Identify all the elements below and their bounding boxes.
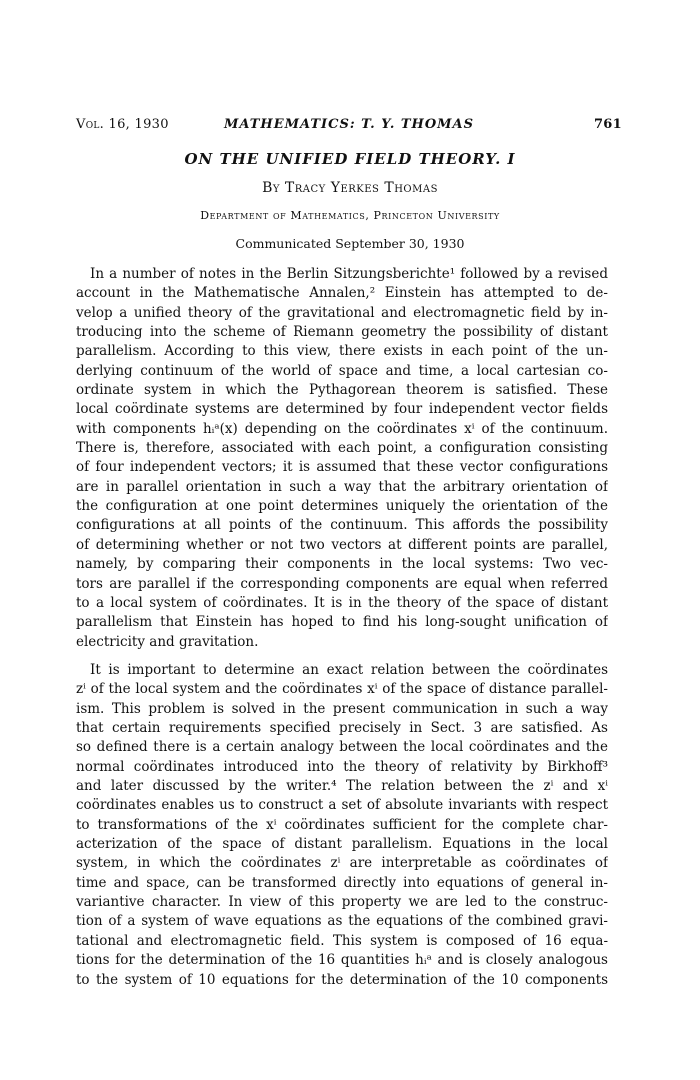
text-line: electricity and gravitation. [76,633,259,650]
text-line: ism. This problem is solved in the present communication in such a way [76,700,608,717]
running-head [76,117,622,137]
text-line: local coördinate systems are determined by four independent vector fields [76,401,608,418]
text-line: of four independent vectors; it is assumed that these vector configurations [76,459,608,476]
text-line: tions for the determination of the 16 quantities hᵢᵃ and is closely analogous [76,952,608,969]
page-number: 761 [593,117,622,132]
text-line: so defined there is a certain analogy between the local coördinates and the [76,739,608,756]
text-line: configurations at all points of the continuum. This affords the possibility [76,517,608,534]
text-line: tational and electromagnetic field. This system is composed of 16 equa- [76,932,608,949]
text-line: coördinates enables us to construct a set of absolute invariants with respect [76,797,608,814]
text-line: with components hᵢᵃ(x) depending on the coördinates xⁱ of the continuum. [76,420,608,437]
text-line: ordinate system in which the Pythagorean theorem is satisfied. These [76,382,608,399]
text-line: velop a unified theory of the gravitational and electromagnetic field by in- [76,304,608,321]
text-line: It is important to determine an exact relation between the coördinates [90,662,608,678]
text-line: time and space, can be transformed directly into equations of general in- [76,874,608,891]
text-line: acterization of the space of distant parallelism. Equations in the local [76,836,608,853]
text-line: the configuration at one point determines uniquely the orientation of the [76,498,608,515]
text-line: are in parallel orientation in such a way that the arbitrary orientation of [76,478,608,495]
text-line: tion of a system of wave equations as the equations of the combined gravi- [76,913,608,930]
text-line: to the system of 10 equations for the determination of the 10 components [76,971,608,988]
communicated-date: Communicated September 30, 1930 [235,236,465,251]
text-line: zⁱ of the local system and the coördinates xⁱ of the space of distance parallel- [76,681,608,698]
text-line: troducing into the scheme of Riemann geometry the possibility of distant [76,324,608,341]
text-line: namely, by comparing their components in the local systems: Two vec- [76,556,608,573]
text-line: In a number of notes in the Berlin Sitzungsberichte¹ followed by a revised [90,266,608,282]
text-line: tors are parallel if the corresponding components are equal when referred [76,575,608,592]
text-line: that certain requirements specified precisely in Sect. 3 are satisfied. As [76,720,608,737]
text-line: parallelism that Einstein has hoped to find his long-sought unification of [76,614,608,631]
paragraph-2 [76,661,608,990]
text-line: There is, therefore, associated with each point, a configuration consisting [76,440,608,457]
text-line: parallelism. According to this view, there exists in each point of the un- [76,343,608,360]
text-line: variantive character. In view of this property we are led to the construc- [76,894,608,911]
article-author: By Tracy Yerkes Thomas [262,180,438,196]
volume-date: Vol. 16, 1930 [76,117,169,132]
text-line: to a local system of coördinates. It is in the theory of the space of distant [76,594,608,611]
text-line: derlying continuum of the world of space and time, a local cartesian co- [76,362,608,379]
author-affiliation: Department of Mathematics, Princeton University [200,209,500,222]
running-title: MATHEMATICS: T. Y. THOMAS [223,117,475,132]
text-line: system, in which the coördinates zⁱ are interpretable as coördinates of [76,855,608,872]
text-line: to transformations of the xⁱ coördinates sufficient for the complete char- [76,816,608,833]
text-line: of determining whether or not two vectors at different points are parallel, [76,536,608,553]
text-line: account in the Mathematische Annalen,² Einstein has attempted to de- [76,285,608,302]
article-title: ON THE UNIFIED FIELD THEORY. I [184,150,516,168]
paragraph-1 [76,265,608,652]
text-line: and later discussed by the writer.⁴ The relation between the zⁱ and xⁱ [76,778,608,795]
text-line: normal coördinates introduced into the theory of relativity by Birkhoff³ [76,758,608,775]
